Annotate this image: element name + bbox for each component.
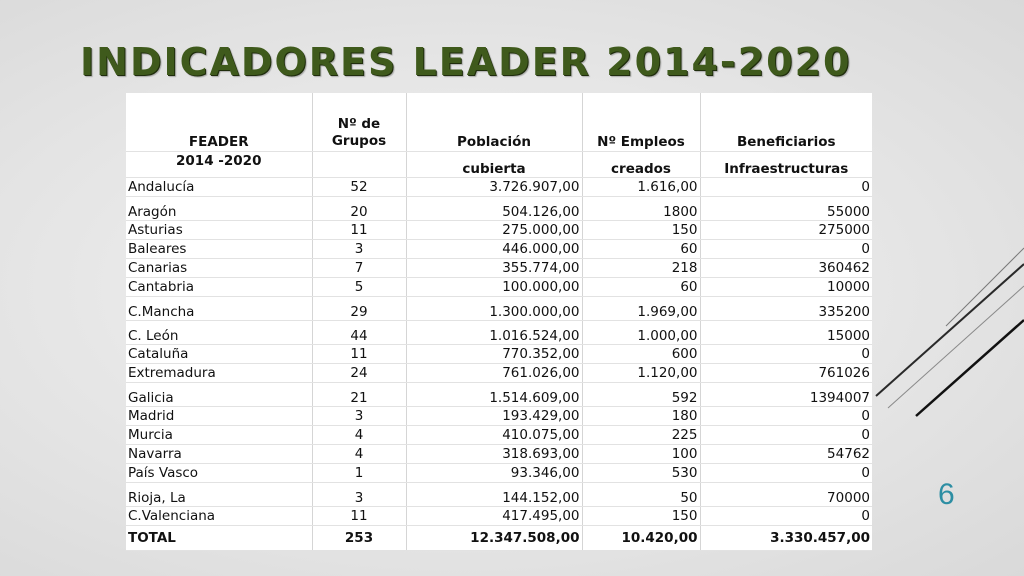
cell-beneficiarios: 54762	[700, 445, 872, 464]
header-period: 2014 -2020	[126, 152, 312, 178]
cell-grupos: 11	[312, 507, 406, 526]
cell-grupos: 7	[312, 259, 406, 278]
cell-grupos: 21	[312, 383, 406, 407]
cell-region: Aragón	[126, 197, 312, 221]
cell-poblacion: 761.026,00	[406, 364, 582, 383]
cell-poblacion: 410.075,00	[406, 426, 582, 445]
cell-region: Navarra	[126, 445, 312, 464]
slide-title: INDICADORES LEADER 2014-2020	[80, 40, 852, 84]
table-row	[126, 407, 872, 426]
cell-empleos: 530	[582, 464, 700, 483]
cell-beneficiarios: 0	[700, 426, 872, 445]
total-beneficiarios: 3.330.457,00	[700, 526, 872, 551]
cell-grupos: 24	[312, 364, 406, 383]
cell-empleos: 150	[582, 507, 700, 526]
cell-poblacion: 193.429,00	[406, 407, 582, 426]
data-table	[126, 93, 872, 551]
cell-empleos: 60	[582, 278, 700, 297]
cell-beneficiarios: 1394007	[700, 383, 872, 407]
cell-grupos: 20	[312, 197, 406, 221]
cell-beneficiarios: 0	[700, 507, 872, 526]
table-row	[126, 445, 872, 464]
table-row	[126, 321, 872, 345]
cell-grupos: 4	[312, 445, 406, 464]
table-row	[126, 178, 872, 197]
table-row	[126, 483, 872, 507]
cell-poblacion: 504.126,00	[406, 197, 582, 221]
cell-poblacion: 1.300.000,00	[406, 297, 582, 321]
cell-poblacion: 318.693,00	[406, 445, 582, 464]
header-beneficiarios: Beneficiarios	[700, 93, 872, 152]
cell-grupos: 44	[312, 321, 406, 345]
header-beneficiarios-sub: Infraestructuras	[700, 152, 872, 178]
cell-region: Cataluña	[126, 345, 312, 364]
cell-empleos: 60	[582, 240, 700, 259]
cell-region: Asturias	[126, 221, 312, 240]
cell-poblacion: 417.495,00	[406, 507, 582, 526]
cell-empleos: 150	[582, 221, 700, 240]
table-row	[126, 221, 872, 240]
cell-empleos: 1.616,00	[582, 178, 700, 197]
header-feader: FEADER	[126, 93, 312, 152]
table-row	[126, 507, 872, 526]
cell-grupos: 11	[312, 345, 406, 364]
cell-poblacion: 144.152,00	[406, 483, 582, 507]
table-row	[126, 240, 872, 259]
cell-empleos: 1.000,00	[582, 321, 700, 345]
cell-empleos: 50	[582, 483, 700, 507]
header-poblacion-sub: cubierta	[406, 152, 582, 178]
table-row	[126, 383, 872, 407]
cell-poblacion: 446.000,00	[406, 240, 582, 259]
cell-beneficiarios: 70000	[700, 483, 872, 507]
table-row	[126, 464, 872, 483]
table-row	[126, 297, 872, 321]
cell-grupos: 3	[312, 483, 406, 507]
total-grupos: 253	[312, 526, 406, 551]
total-label: TOTAL	[126, 526, 312, 551]
cell-region: Madrid	[126, 407, 312, 426]
cell-region: Andalucía	[126, 178, 312, 197]
cell-empleos: 100	[582, 445, 700, 464]
table-row	[126, 345, 872, 364]
cell-region: Murcia	[126, 426, 312, 445]
cell-grupos: 3	[312, 407, 406, 426]
cell-region: Canarias	[126, 259, 312, 278]
cell-poblacion: 100.000,00	[406, 278, 582, 297]
cell-empleos: 592	[582, 383, 700, 407]
cell-empleos: 218	[582, 259, 700, 278]
cell-grupos: 1	[312, 464, 406, 483]
header-empty	[312, 152, 406, 178]
table-row	[126, 278, 872, 297]
table-row	[126, 259, 872, 278]
cell-empleos: 1.120,00	[582, 364, 700, 383]
table-row	[126, 426, 872, 445]
header-grupos: Nº de Grupos	[312, 93, 406, 152]
cell-beneficiarios: 360462	[700, 259, 872, 278]
header-row	[126, 93, 872, 152]
cell-grupos: 4	[312, 426, 406, 445]
table-row	[126, 197, 872, 221]
cell-region: C.Mancha	[126, 297, 312, 321]
page-number: 6	[938, 478, 955, 511]
cell-empleos: 225	[582, 426, 700, 445]
cell-region: Extremadura	[126, 364, 312, 383]
cell-region: C.Valenciana	[126, 507, 312, 526]
cell-beneficiarios: 761026	[700, 364, 872, 383]
cell-beneficiarios: 0	[700, 345, 872, 364]
cell-beneficiarios: 0	[700, 464, 872, 483]
cell-empleos: 600	[582, 345, 700, 364]
cell-poblacion: 93.346,00	[406, 464, 582, 483]
header-poblacion: Población	[406, 93, 582, 152]
cell-region: Galicia	[126, 383, 312, 407]
subheader-row	[126, 152, 872, 178]
cell-beneficiarios: 0	[700, 407, 872, 426]
cell-region: País Vasco	[126, 464, 312, 483]
cell-beneficiarios: 275000	[700, 221, 872, 240]
cell-empleos: 1.969,00	[582, 297, 700, 321]
header-empleos: Nº Empleos	[582, 93, 700, 152]
cell-beneficiarios: 335200	[700, 297, 872, 321]
cell-beneficiarios: 0	[700, 178, 872, 197]
cell-region: Rioja, La	[126, 483, 312, 507]
header-empleos-sub: creados	[582, 152, 700, 178]
table-row	[126, 364, 872, 383]
cell-empleos: 180	[582, 407, 700, 426]
cell-beneficiarios: 0	[700, 240, 872, 259]
cell-grupos: 5	[312, 278, 406, 297]
cell-empleos: 1800	[582, 197, 700, 221]
cell-poblacion: 1.016.524,00	[406, 321, 582, 345]
cell-grupos: 3	[312, 240, 406, 259]
cell-region: Baleares	[126, 240, 312, 259]
cell-beneficiarios: 55000	[700, 197, 872, 221]
cell-beneficiarios: 10000	[700, 278, 872, 297]
cell-poblacion: 1.514.609,00	[406, 383, 582, 407]
cell-poblacion: 770.352,00	[406, 345, 582, 364]
cell-grupos: 11	[312, 221, 406, 240]
cell-region: C. León	[126, 321, 312, 345]
total-poblacion: 12.347.508,00	[406, 526, 582, 551]
cell-grupos: 29	[312, 297, 406, 321]
cell-region: Cantabria	[126, 278, 312, 297]
total-empleos: 10.420,00	[582, 526, 700, 551]
cell-beneficiarios: 15000	[700, 321, 872, 345]
cell-poblacion: 3.726.907,00	[406, 178, 582, 197]
total-row	[126, 526, 872, 551]
cell-poblacion: 275.000,00	[406, 221, 582, 240]
cell-poblacion: 355.774,00	[406, 259, 582, 278]
cell-grupos: 52	[312, 178, 406, 197]
